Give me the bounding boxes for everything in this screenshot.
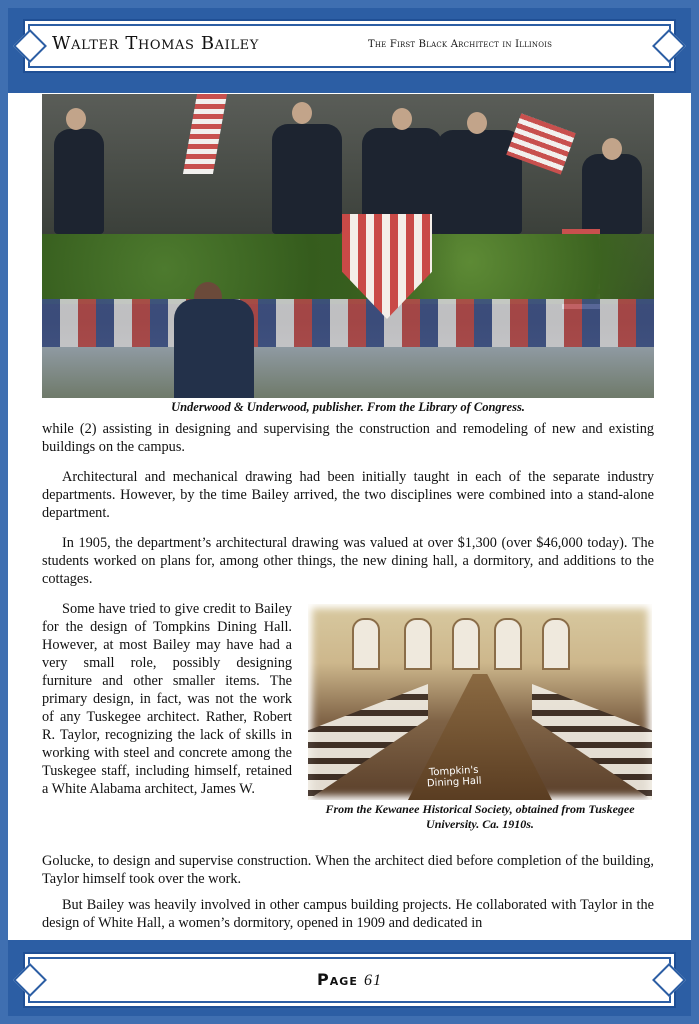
paragraph-4-wrapped: Some have tried to give credit to Bailey for the design of Tompkins Dining Hall. However, at most Bailey may have had a very small role, possibly designing furniture and other smaller items. The primary design, in fact, was not the work of any Tuskegee architect. Rather, Robert R. Taylor, recognizing the lack of skills in working with steel and concrete among the Tuskegee staff, including himself, retained a White Alabama architect, James W.	[42, 601, 292, 797]
page-number-value: 61	[363, 972, 382, 989]
crowd-figure	[582, 154, 642, 234]
window-icon	[494, 618, 522, 670]
header-title: Walter Thomas Bailey	[52, 33, 259, 54]
paragraph-3: In 1905, the department’s architectural drawing was valued at over $1,300 (over $46,000 today). The students worked on plans for, among other things, the new dining hall, a dormitory, and additions to the cottages.	[42, 535, 654, 587]
header-subtitle: The First Black Architect in Illinois	[368, 39, 553, 50]
paragraph-1: while (2) assisting in designing and supervising the construction and remodeling of new and existing buildings on the campus.	[42, 421, 654, 455]
dining-hall-sign: Tompkin's Dining Hall	[426, 764, 482, 790]
dining-hall-photo	[308, 604, 652, 800]
paragraph-5: But Bailey was heavily involved in other campus building projects. He collaborated with Taylor in the design of White Hall, a women’s dormitory, opened in 1909 and dedicated in	[42, 897, 654, 931]
bunting	[42, 299, 654, 347]
crowd-face	[467, 112, 487, 134]
page-number	[0, 970, 699, 990]
window-icon	[404, 618, 432, 670]
window-icon	[542, 618, 570, 670]
tables-left	[308, 684, 428, 800]
crowd-face	[392, 108, 412, 130]
photo-foreground	[42, 347, 654, 398]
crowd-face	[602, 138, 622, 160]
porter-figure	[174, 299, 254, 398]
tables-right	[532, 684, 652, 800]
page-label: Page	[317, 970, 358, 989]
window-icon	[352, 618, 380, 670]
crowd-face	[292, 102, 312, 124]
crowd-figure	[54, 129, 104, 234]
paragraph-4-continued: Golucke, to design and supervise construction. When the architect died before completion of the building, Taylor himself took over the work.	[42, 853, 654, 887]
photo2-caption: From the Kewanee Historical Society, obtained from Tuskegee University. Ca. 1910s.	[325, 802, 635, 831]
window-icon	[452, 618, 480, 670]
crowd-face	[66, 108, 86, 130]
crowd-figure	[272, 124, 342, 234]
paragraph-2: Architectural and mechanical drawing had been initially taught in each of the separate industry departments. However, by the time Bailey arrived, the two disciplines were combined into a stand-alone department.	[42, 469, 654, 521]
photo1-caption: Underwood & Underwood, publisher. From the Library of Congress.	[171, 400, 525, 414]
ceremony-photo	[42, 94, 654, 398]
